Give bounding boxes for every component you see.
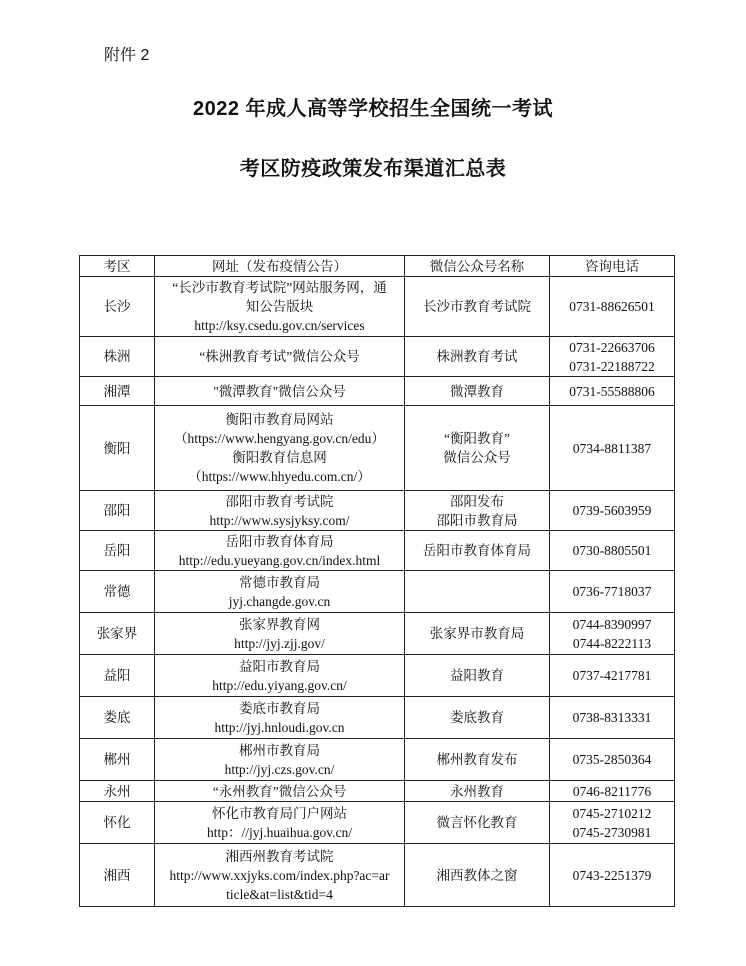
cell-area: 永州	[80, 781, 155, 802]
table-row	[80, 655, 675, 697]
cell-area: 湘西	[80, 844, 155, 907]
cell-wechat	[405, 277, 550, 337]
cell-website-line: http://jyj.zjj.gov/	[234, 635, 325, 651]
cell-website-line: （https://www.hhyedu.com.cn/）	[188, 469, 371, 484]
cell-phone-line: 0744-8390997	[572, 616, 652, 632]
cell-website-line: 岳阳市教育体育局	[225, 533, 334, 549]
cell-website-line: （https://www.hengyang.gov.cn/edu）	[174, 431, 385, 446]
cell-wechat	[405, 844, 550, 907]
cell-area: 株洲	[80, 337, 155, 377]
cell-website-line: http://ksy.csedu.gov.cn/services	[194, 318, 365, 333]
cell-phone	[550, 277, 675, 337]
cell-website-line: 衡阳教育信息网	[232, 450, 327, 465]
cell-phone-line: 0745-2710212	[572, 805, 652, 821]
table-row	[80, 802, 675, 844]
cell-website-line: http://jyj.czs.gov.cn/	[224, 761, 335, 777]
cell-website	[155, 613, 405, 655]
cell-website-line: http://edu.yueyang.gov.cn/index.html	[178, 552, 381, 568]
cell-wechat	[405, 337, 550, 377]
table-row	[80, 781, 675, 802]
cell-area: 湘潭	[80, 377, 155, 406]
cell-phone-line: 0746-8211776	[572, 783, 652, 799]
cell-wechat-line: 永州教育	[450, 783, 504, 799]
cell-wechat	[405, 613, 550, 655]
cell-website	[155, 571, 405, 613]
cell-website-line: http://www.xxjyks.com/index.php?ac=ar	[169, 867, 390, 883]
cell-phone	[550, 531, 675, 571]
cell-phone-line: 0731-22663706	[569, 339, 655, 355]
cell-website	[155, 697, 405, 739]
cell-phone-line: 0738-8313331	[572, 710, 652, 725]
cell-website	[155, 337, 405, 377]
cell-phone	[550, 739, 675, 781]
cell-phone	[550, 571, 675, 613]
header-website: 网址（发布疫情公告）	[155, 256, 405, 277]
cell-area: 郴州	[80, 739, 155, 781]
cell-phone-line: 0731-22188722	[569, 358, 655, 374]
table-row	[80, 739, 675, 781]
header-wechat: 微信公众号名称	[405, 256, 550, 277]
header-phone: 咨询电话	[550, 256, 675, 277]
cell-website-line: "微潭教育"微信公众号	[213, 383, 346, 399]
cell-phone-line: 0735-2850364	[572, 752, 652, 767]
cell-website-line: http：//jyj.huaihua.gov.cn/	[207, 824, 352, 840]
table-row	[80, 406, 675, 491]
cell-website-line: 常德市教育局	[239, 574, 320, 590]
cell-phone	[550, 697, 675, 739]
cell-area: 张家界	[80, 613, 155, 655]
cell-phone	[550, 655, 675, 697]
header-area: 考区	[80, 256, 155, 277]
table-row	[80, 377, 675, 406]
cell-website	[155, 739, 405, 781]
cell-phone	[550, 377, 675, 406]
cell-wechat	[405, 781, 550, 802]
cell-phone-line: 0731-88626501	[569, 299, 655, 314]
cell-website-line: jyj.changde.gov.cn	[228, 593, 331, 609]
cell-wechat-line: 微信公众号	[443, 450, 511, 465]
table-row	[80, 531, 675, 571]
cell-website	[155, 531, 405, 571]
channels-table	[79, 255, 675, 907]
page-subtitle: 考区防疫政策发布渠道汇总表	[239, 158, 507, 180]
cell-phone	[550, 802, 675, 844]
cell-phone-line: 0739-5603959	[572, 503, 652, 518]
cell-website-line: http://jyj.hnloudi.gov.cn	[214, 719, 345, 735]
cell-wechat-line: 郴州教育发布	[436, 752, 518, 767]
page-title: 2022 年成人高等学校招生全国统一考试	[192, 98, 554, 120]
cell-wechat	[405, 571, 550, 613]
cell-website-line: ticle&at=list&tid=4	[226, 886, 333, 902]
cell-website	[155, 844, 405, 907]
cell-area: 岳阳	[80, 531, 155, 571]
cell-website	[155, 655, 405, 697]
cell-website	[155, 277, 405, 337]
table-row	[80, 613, 675, 655]
cell-wechat-line: 邵阳市教育局	[436, 512, 518, 528]
cell-wechat	[405, 802, 550, 844]
table-row	[80, 491, 675, 531]
cell-website	[155, 802, 405, 844]
cell-wechat-line: 湘西教体之窗	[436, 867, 518, 883]
cell-wechat	[405, 377, 550, 406]
cell-wechat	[405, 655, 550, 697]
cell-website-line: 怀化市教育局门户网站	[212, 805, 347, 821]
table-body	[80, 277, 675, 907]
cell-area: 长沙	[80, 277, 155, 337]
cell-area: 娄底	[80, 697, 155, 739]
cell-wechat-line: 娄底教育	[450, 710, 504, 725]
cell-phone-line: 0743-2251379	[572, 867, 652, 883]
cell-website-line: 知公告版块	[245, 299, 314, 314]
cell-website-line: 益阳市教育局	[239, 658, 320, 674]
cell-website-line: 湘西州教育考试院	[225, 848, 334, 864]
cell-wechat-line: 邵阳发布	[450, 493, 504, 509]
cell-website-line: 邵阳市教育考试院	[225, 493, 334, 509]
cell-website-line: 娄底市教育局	[239, 700, 320, 716]
cell-website-line: “永州教育”微信公众号	[212, 783, 347, 799]
cell-phone-line: 0736-7718037	[572, 584, 652, 599]
table-row	[80, 571, 675, 613]
cell-phone-line: 0745-2730981	[572, 824, 652, 840]
cell-phone-line: 0731-55588806	[569, 383, 655, 399]
cell-wechat-line: 微言怀化教育	[436, 815, 518, 830]
table-row	[80, 277, 675, 337]
attachment-label: 附件 2	[104, 47, 150, 64]
table-row	[80, 697, 675, 739]
cell-phone-line: 0734-8811387	[572, 440, 652, 456]
cell-wechat-line: “衡阳教育”	[444, 431, 510, 446]
cell-area: 怀化	[80, 802, 155, 844]
cell-website	[155, 491, 405, 531]
cell-area: 常德	[80, 571, 155, 613]
cell-phone-line: 0730-8805501	[572, 543, 652, 558]
cell-wechat-line: 株洲教育考试	[436, 349, 518, 364]
cell-area: 邵阳	[80, 491, 155, 531]
cell-website-line: 张家界教育网	[239, 616, 320, 632]
table-row	[80, 337, 675, 377]
cell-website	[155, 377, 405, 406]
cell-phone-line: 0737-4217781	[572, 668, 652, 683]
cell-website-line: http://www.sysjyksy.com/	[209, 512, 350, 528]
cell-wechat-line: 长沙市教育考试院	[423, 299, 531, 314]
cell-wechat	[405, 739, 550, 781]
cell-wechat-line: 益阳教育	[450, 668, 504, 683]
cell-wechat-line: 微潭教育	[450, 383, 504, 399]
cell-area: 益阳	[80, 655, 155, 697]
cell-website-line: “株洲教育考试”微信公众号	[199, 349, 360, 364]
cell-wechat	[405, 531, 550, 571]
cell-phone	[550, 613, 675, 655]
cell-website-line: 衡阳市教育局网站	[225, 412, 334, 427]
cell-wechat-line: 张家界市教育局	[429, 626, 525, 641]
cell-website	[155, 406, 405, 491]
cell-wechat	[405, 697, 550, 739]
cell-area: 衡阳	[80, 406, 155, 491]
cell-phone	[550, 781, 675, 802]
cell-website-line: “长沙市教育考试院”网站服务网，通	[172, 280, 387, 295]
cell-website-line: http://edu.yiyang.gov.cn/	[212, 677, 347, 693]
cell-website	[155, 781, 405, 802]
cell-wechat	[405, 406, 550, 491]
cell-wechat	[405, 491, 550, 531]
cell-phone	[550, 337, 675, 377]
cell-phone-line: 0744-8222113	[572, 635, 652, 651]
cell-phone	[550, 406, 675, 491]
table-row	[80, 844, 675, 907]
cell-phone	[550, 491, 675, 531]
cell-phone	[550, 844, 675, 907]
table-header-row	[80, 256, 675, 277]
cell-website-line: 郴州市教育局	[239, 742, 320, 758]
cell-wechat-line: 岳阳市教育体育局	[423, 543, 531, 558]
